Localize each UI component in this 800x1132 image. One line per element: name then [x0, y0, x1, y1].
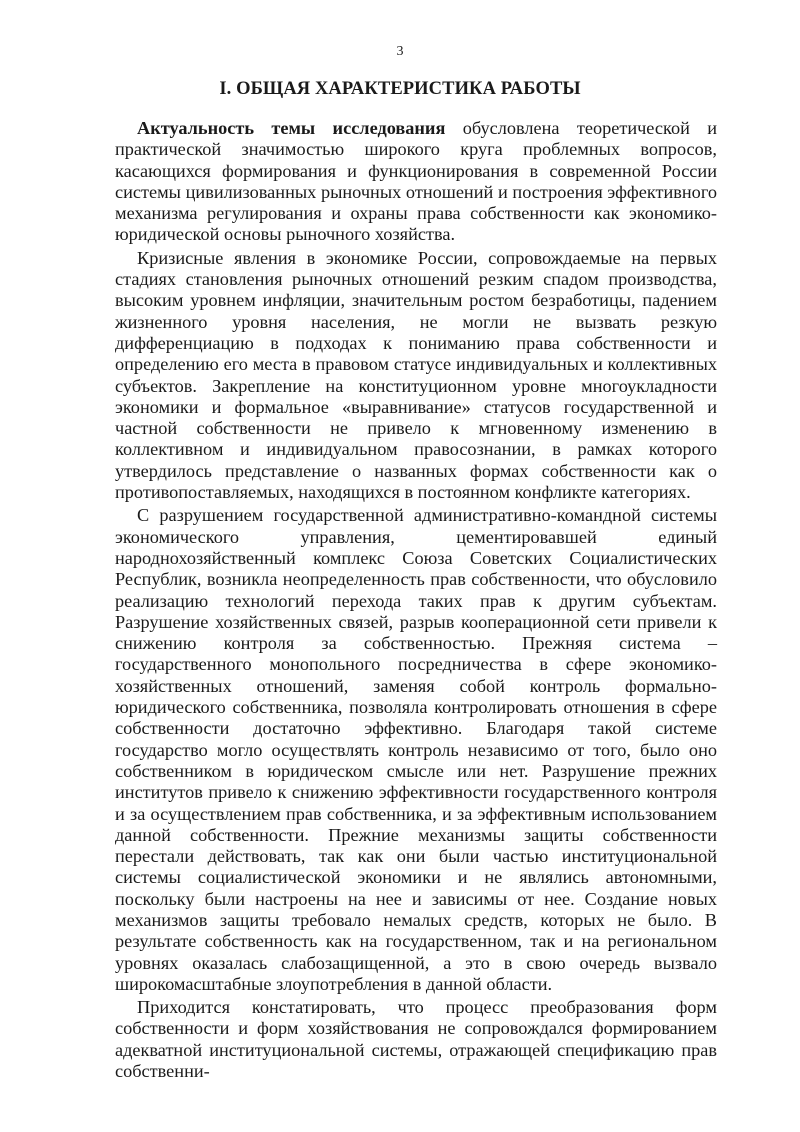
paragraph-text: Приходится констатировать, что процесс преобразования форм собственности и форм хозяйствования не сопровождался формированием адекватной институциональной системы, отражающей спецификацию прав собственни- — [115, 997, 717, 1082]
paragraph-conclusion — [115, 997, 717, 1082]
paragraph-text: Кризисные явления в экономике России, сопровождаемые на первых стадиях становления рыночных отношений резким спадом производства, высоким уровнем инфляции, значительным ростом безработицы, падением жизненного уровня населения, не могли не вызвать резкую дифференциацию в подходах к пониманию права собственности и определению его места в правовом статусе индивидуальных и коллективных субъектов. Закрепление на конституционном уровне многоукладности экономики и формальное «выравнивание» статусов государственной и частной собственности не привело к мгновенному изменению в коллективном и индивидуальном правосознании, в рамках которого утвердилось представление о названных формах собственности как о противопоставляемых, находящихся в постоянном конфликте категориях. — [115, 247, 717, 503]
paragraph-destruction — [115, 505, 717, 995]
page-number: 3 — [396, 44, 404, 59]
paragraph-crisis — [115, 248, 717, 504]
paragraph-text: обусловлена теоретической и практической значимостью широкого круга проблемных вопросов, касающихся формирования и функционирования в современной России системы цивилизованных рыночных отношений и построения эффективного механизма регулирования и охраны права собственности как экономико-юридической основы рыночного хозяйства. — [115, 118, 718, 245]
paragraph-relevance — [115, 118, 717, 246]
paragraph-lead: Актуальность темы исследования — [137, 118, 446, 138]
document-body — [115, 118, 717, 1082]
section-heading: I. ОБЩАЯ ХАРАКТЕРИСТИКА РАБОТЫ — [219, 79, 581, 99]
paragraph-text: С разрушением государственной административно-командной системы экономического управления, цементировавшей единый народнохозяйственный комплекс Союза Советских Социалистических Республик, возникла неопределенность прав собственности, что обусловило реализацию технологий перехода таких прав к другим субъектам. Разрушение хозяйственных связей, разрыв кооперационной сети привели к снижению контроля за собственностью. Прежняя система – государственного монопольного посредничества в сфере экономико-хозяйственных отношений, заменяя собой контроль формально-юридического собственника, позволяла контролировать отношения в сфере собственности достаточно эффективно. Благодаря такой системе государство могло осуществлять контроль независимо от того, было оно собственником в юридическом смысле или нет. Разрушение прежних институтов привело к снижению эффективности государственного контроля и за осуществлением прав собственника, и за эффективным использованием данной собственности. Прежние механизмы защиты собственности перестали действовать, так как они были частью институциональной системы социалистической экономики и не являлись автономными, поскольку были настроены на нее и зависимы от нее. Создание новых механизмов защиты требовало немалых средств, которых не было. В результате собственность как на государственном, так и на региональном уровнях оказалась слабозащищенной, а это в свою очередь вызвало широкомасштабные злоупотребления в данной области. — [115, 505, 717, 994]
